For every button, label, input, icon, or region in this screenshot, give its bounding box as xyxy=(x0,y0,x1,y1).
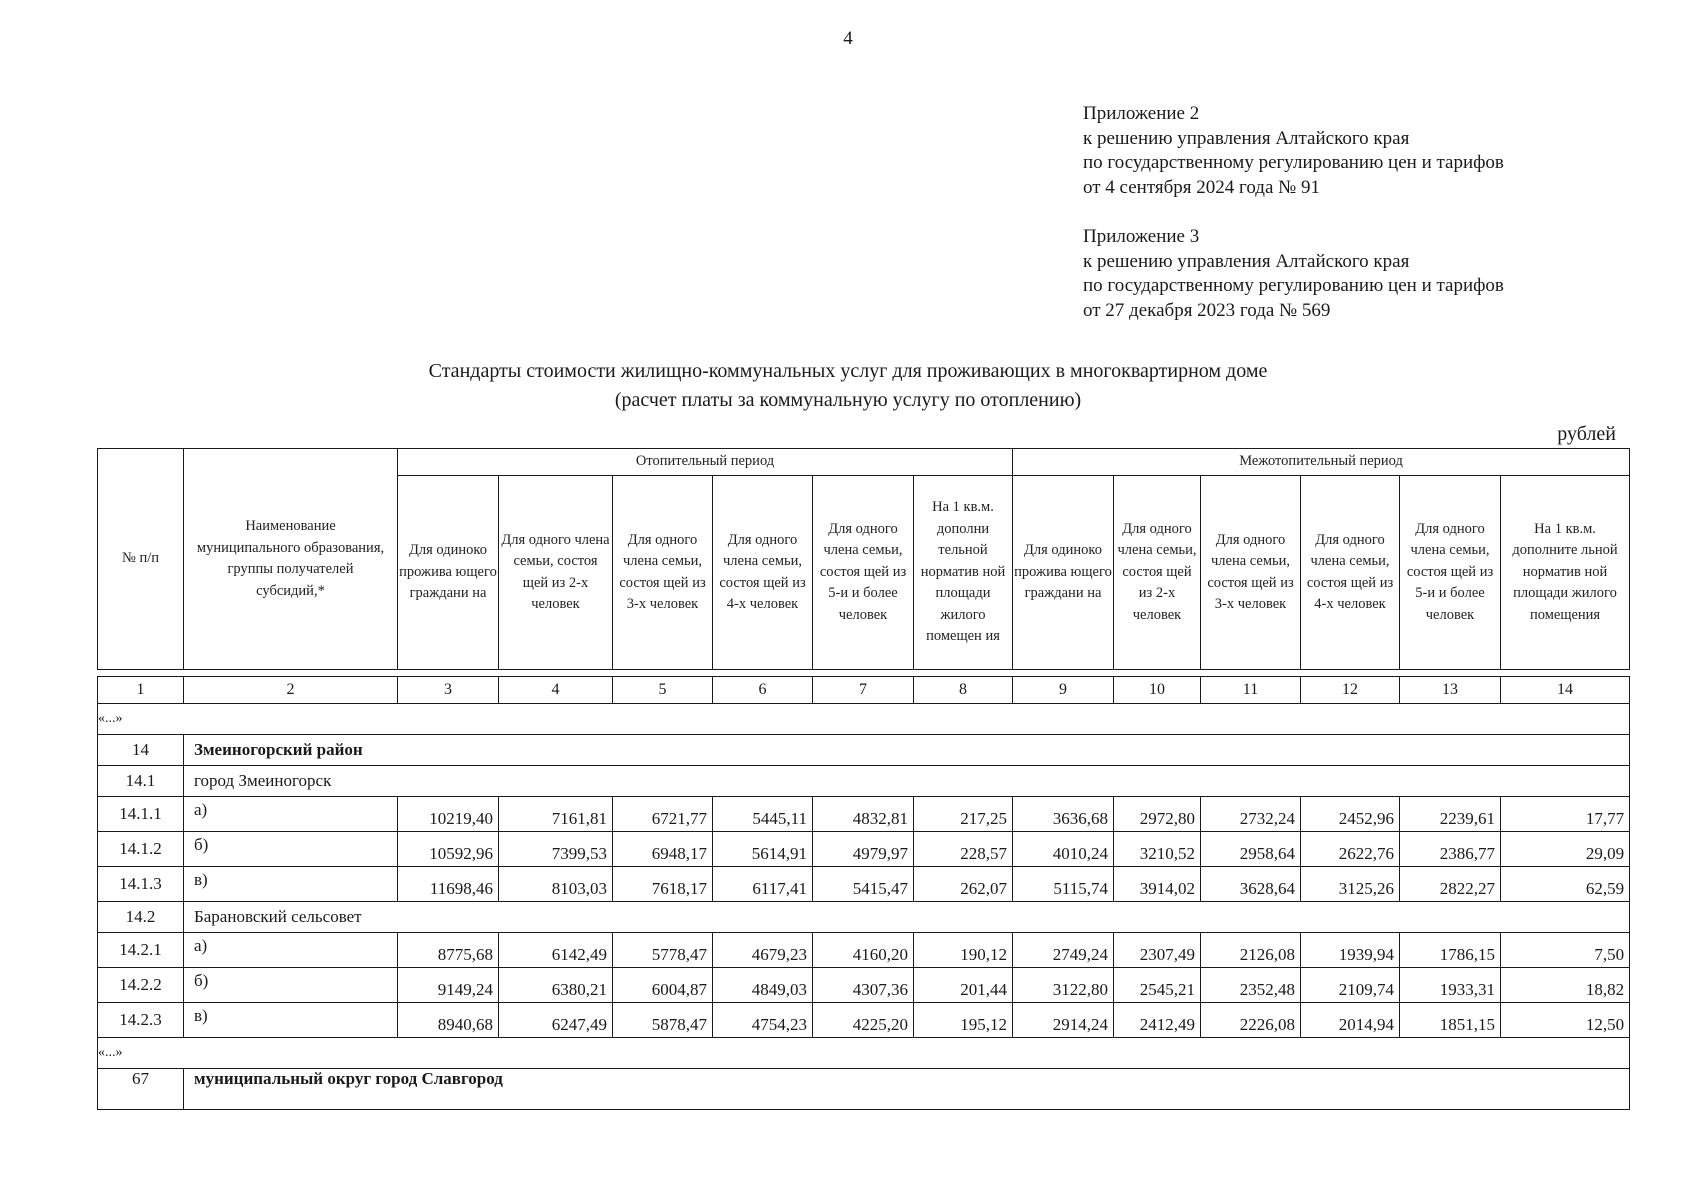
value-cell: 2622,76 xyxy=(1301,832,1400,867)
value-cell: 3125,26 xyxy=(1301,867,1400,902)
appendix-3-line: Приложение 3 xyxy=(1083,226,1200,247)
value-cell: 11698,46 xyxy=(398,867,499,902)
ellipsis: «...» xyxy=(98,1038,1630,1069)
column-number: 3 xyxy=(398,677,499,704)
value-cell: 2307,49 xyxy=(1114,933,1201,968)
value-cell: 228,57 xyxy=(914,832,1013,867)
column-number: 1 xyxy=(98,677,184,704)
value-cell: 2226,08 xyxy=(1201,1003,1301,1038)
column-number: 9 xyxy=(1013,677,1114,704)
value-cell: 4832,81 xyxy=(813,797,914,832)
value-cell: 5445,11 xyxy=(713,797,813,832)
table-row xyxy=(98,797,1630,832)
value-cell: 3122,80 xyxy=(1013,968,1114,1003)
header-col-3: Для одиноко прожива ющего граждани на xyxy=(398,476,499,670)
value-cell: 6948,17 xyxy=(613,832,713,867)
header-col-4: Для одного члена семьи, состоя щей из 2-х человек xyxy=(499,476,613,670)
value-cell: 6721,77 xyxy=(613,797,713,832)
value-cell: 4307,36 xyxy=(813,968,914,1003)
value-cell: 3210,52 xyxy=(1114,832,1201,867)
ellipsis-row xyxy=(98,704,1630,735)
header-heating-period: Отопительный период xyxy=(398,449,1013,476)
section-name: Змеиногорский район xyxy=(184,735,1630,766)
header-col-5: Для одного члена семьи, состоя щей из 3-х человек xyxy=(613,476,713,670)
subsection-name: город Змеиногорск xyxy=(184,766,1630,797)
header-col-11: Для одного члена семьи, состоя щей из 3-х человек xyxy=(1201,476,1301,670)
rows-group-14-2 xyxy=(98,933,1630,1038)
table-row xyxy=(98,867,1630,902)
section-code: 67 xyxy=(98,1069,184,1110)
value-cell: 18,82 xyxy=(1501,968,1630,1003)
header-col-10: Для одного члена семьи, состоя щей из 2-х человек xyxy=(1114,476,1201,670)
column-number: 2 xyxy=(184,677,398,704)
value-cell: 12,50 xyxy=(1501,1003,1630,1038)
header-row-groups xyxy=(98,449,1630,476)
header-col-14: На 1 кв.м. дополните льной норматив ной площади жилого помещения xyxy=(1501,476,1630,670)
header-col-6: Для одного члена семьи, состоя щей из 4-х человек xyxy=(713,476,813,670)
value-cell: 9149,24 xyxy=(398,968,499,1003)
value-cell: 1786,15 xyxy=(1400,933,1501,968)
column-number-row xyxy=(98,677,1630,704)
value-cell: 2732,24 xyxy=(1201,797,1301,832)
value-cell: 4679,23 xyxy=(713,933,813,968)
value-cell: 2386,77 xyxy=(1400,832,1501,867)
document-title: Стандарты стоимости жилищно-коммунальных услуг для проживающих в многоквартирном доме xyxy=(428,360,1268,382)
value-cell: 2822,27 xyxy=(1400,867,1501,902)
row-code: 14.2.2 xyxy=(98,968,184,1003)
section-row xyxy=(98,735,1630,766)
unit-label: рублей xyxy=(1557,423,1616,445)
row-group: а) xyxy=(184,797,398,832)
row-code: 14.1.1 xyxy=(98,797,184,832)
value-cell: 2914,24 xyxy=(1013,1003,1114,1038)
row-code: 14.1.2 xyxy=(98,832,184,867)
value-cell: 2014,94 xyxy=(1301,1003,1400,1038)
value-cell: 2545,21 xyxy=(1114,968,1201,1003)
row-group: а) xyxy=(184,933,398,968)
row-code: 14.2.3 xyxy=(98,1003,184,1038)
column-number: 13 xyxy=(1400,677,1501,704)
row-group: б) xyxy=(184,832,398,867)
header-col-9: Для одиноко прожива ющего граждани на xyxy=(1013,476,1114,670)
value-cell: 5115,74 xyxy=(1013,867,1114,902)
column-number: 6 xyxy=(713,677,813,704)
value-cell: 17,77 xyxy=(1501,797,1630,832)
value-cell: 5878,47 xyxy=(613,1003,713,1038)
appendix-3-line: к решению управления Алтайского края xyxy=(1083,250,1410,272)
subsection-row xyxy=(98,902,1630,933)
document-subtitle: (расчет платы за коммунальную услугу по отоплению) xyxy=(614,389,1082,411)
appendix-2-line: Приложение 2 xyxy=(1083,103,1200,124)
value-cell: 1851,15 xyxy=(1400,1003,1501,1038)
appendix-2-line: от 4 сентября 2024 года № 91 xyxy=(1083,176,1321,198)
value-cell: 29,09 xyxy=(1501,832,1630,867)
value-cell: 7161,81 xyxy=(499,797,613,832)
value-cell: 6117,41 xyxy=(713,867,813,902)
appendix-3-line: по государственному регулированию цен и тарифов xyxy=(1083,275,1504,296)
row-group: в) xyxy=(184,1003,398,1038)
value-cell: 6247,49 xyxy=(499,1003,613,1038)
value-cell: 3914,02 xyxy=(1114,867,1201,902)
value-cell: 5614,91 xyxy=(713,832,813,867)
value-cell: 2352,48 xyxy=(1201,968,1301,1003)
header-name: Наименование муниципального образования, группы получателей субсидий,* xyxy=(184,449,398,670)
value-cell: 190,12 xyxy=(914,933,1013,968)
row-group: в) xyxy=(184,867,398,902)
subsection-name: Барановский сельсовет xyxy=(184,902,1630,933)
appendix-2-block xyxy=(1083,102,1504,200)
column-number: 11 xyxy=(1201,677,1301,704)
column-number: 4 xyxy=(499,677,613,704)
value-cell: 4979,97 xyxy=(813,832,914,867)
value-cell: 5778,47 xyxy=(613,933,713,968)
value-cell: 4010,24 xyxy=(1013,832,1114,867)
value-cell: 2749,24 xyxy=(1013,933,1114,968)
column-number: 10 xyxy=(1114,677,1201,704)
ellipsis-row xyxy=(98,1038,1630,1069)
row-group: б) xyxy=(184,968,398,1003)
table-row xyxy=(98,933,1630,968)
header-col-7: Для одного члена семьи, состоя щей из 5-и и более человек xyxy=(813,476,914,670)
row-code: 14.1.3 xyxy=(98,867,184,902)
value-cell: 195,12 xyxy=(914,1003,1013,1038)
value-cell: 62,59 xyxy=(1501,867,1630,902)
column-number: 12 xyxy=(1301,677,1400,704)
value-cell: 7,50 xyxy=(1501,933,1630,968)
value-cell: 10592,96 xyxy=(398,832,499,867)
column-number: 8 xyxy=(914,677,1013,704)
value-cell: 8775,68 xyxy=(398,933,499,968)
value-cell: 2126,08 xyxy=(1201,933,1301,968)
header-num: № п/п xyxy=(98,449,184,670)
value-cell: 201,44 xyxy=(914,968,1013,1003)
value-cell: 217,25 xyxy=(914,797,1013,832)
column-number: 7 xyxy=(813,677,914,704)
header-col-8: На 1 кв.м. дополни тельной норматив ной площади жилого помещен ия xyxy=(914,476,1013,670)
ellipsis: «...» xyxy=(98,704,1630,735)
section-name: муниципальный округ город Славгород xyxy=(184,1069,1630,1110)
value-cell: 3628,64 xyxy=(1201,867,1301,902)
table-row xyxy=(98,832,1630,867)
value-cell: 5415,47 xyxy=(813,867,914,902)
header-col-13: Для одного члена семьи, состоя щей из 5-и и более человек xyxy=(1400,476,1501,670)
section-row xyxy=(98,1069,1630,1110)
value-cell: 2109,74 xyxy=(1301,968,1400,1003)
appendix-2-line: к решению управления Алтайского края xyxy=(1083,127,1410,149)
value-cell: 7399,53 xyxy=(499,832,613,867)
value-cell: 6380,21 xyxy=(499,968,613,1003)
rows-group-14-1 xyxy=(98,797,1630,902)
value-cell: 3636,68 xyxy=(1013,797,1114,832)
table-row xyxy=(98,968,1630,1003)
value-cell: 262,07 xyxy=(914,867,1013,902)
value-cell: 2412,49 xyxy=(1114,1003,1201,1038)
column-number: 14 xyxy=(1501,677,1630,704)
value-cell: 1939,94 xyxy=(1301,933,1400,968)
appendix-2-line: по государственному регулированию цен и тарифов xyxy=(1083,152,1504,173)
value-cell: 2239,61 xyxy=(1400,797,1501,832)
value-cell: 8940,68 xyxy=(398,1003,499,1038)
value-cell: 4160,20 xyxy=(813,933,914,968)
header-col-12: Для одного члена семьи, состоя щей из 4-х человек xyxy=(1301,476,1400,670)
subsection-row xyxy=(98,766,1630,797)
appendix-3-block xyxy=(1083,225,1504,323)
subsection-code: 14.2 xyxy=(98,902,184,933)
value-cell: 2972,80 xyxy=(1114,797,1201,832)
value-cell: 2958,64 xyxy=(1201,832,1301,867)
appendix-3-line: от 27 декабря 2023 года № 569 xyxy=(1083,299,1331,321)
value-cell: 4754,23 xyxy=(713,1003,813,1038)
value-cell: 10219,40 xyxy=(398,797,499,832)
header-non-heating-period: Межотопительный период xyxy=(1013,449,1630,476)
subsection-code: 14.1 xyxy=(98,766,184,797)
row-code: 14.2.1 xyxy=(98,933,184,968)
column-number: 5 xyxy=(613,677,713,704)
value-cell: 1933,31 xyxy=(1400,968,1501,1003)
value-cell: 7618,17 xyxy=(613,867,713,902)
value-cell: 4225,20 xyxy=(813,1003,914,1038)
table-row xyxy=(98,1003,1630,1038)
value-cell: 8103,03 xyxy=(499,867,613,902)
section-code: 14 xyxy=(98,735,184,766)
tariff-table xyxy=(97,448,1630,1110)
header-gap xyxy=(98,670,1630,677)
value-cell: 2452,96 xyxy=(1301,797,1400,832)
value-cell: 4849,03 xyxy=(713,968,813,1003)
value-cell: 6142,49 xyxy=(499,933,613,968)
page-number: 4 xyxy=(843,28,853,49)
value-cell: 6004,87 xyxy=(613,968,713,1003)
